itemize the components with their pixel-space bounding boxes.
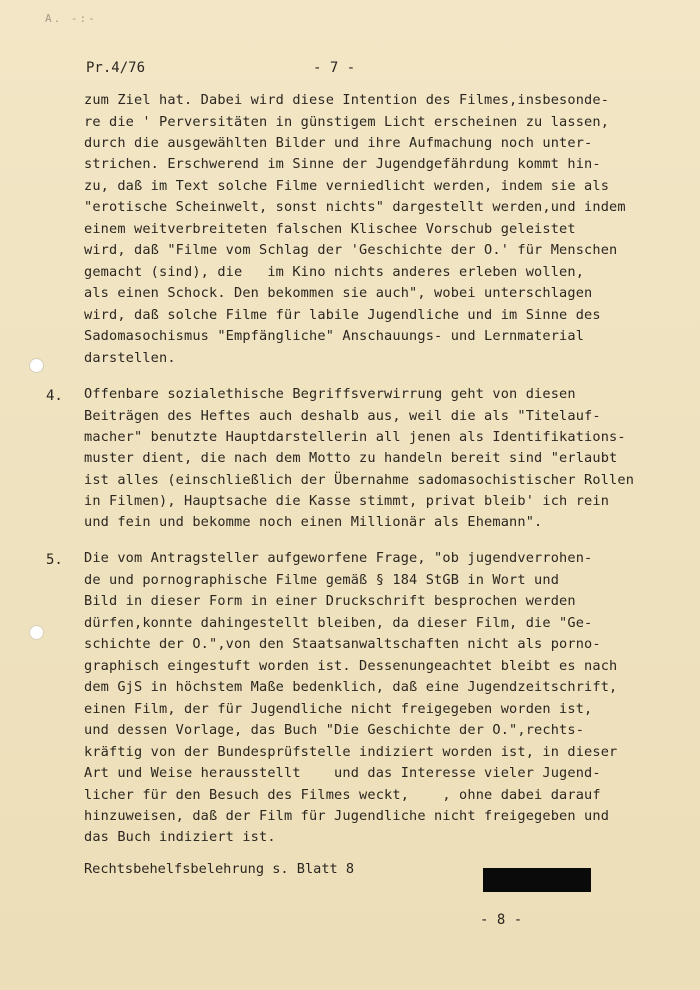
text-line: de und pornographische Filme gemäß § 184 StGB in Wort und [84,572,560,588]
text-line: zu, daß im Text solche Filme verniedlicht werden, indem sie als [84,178,610,194]
text-line: dürfen,konnte dahingestellt bleiben, da dieser Film, die "Ge- [84,615,593,631]
rechtsbehelf-note: Rechtsbehelfsbelehrung s. Blatt 8 [84,861,355,877]
text-line: macher" benutzte Hauptdarstellerin all jenen als Identifikations- [84,429,626,445]
page-number: - 7 - [313,60,356,76]
punch-hole [29,625,44,640]
text-line: als einen Schock. Den bekommen sie auch", wobei unterschlagen [84,285,593,301]
text-line: Art und Weise herausstellt und das Interesse vieler Jugend- [84,765,601,781]
file-reference: Pr.4/76 [86,60,146,76]
text-line: schichte der O.",von den Staatsanwaltschaften nicht als porno- [84,636,601,652]
text-line: Sadomasochismus "Empfängliche" Anschauungs- und Lernmaterial [84,328,585,344]
text-line: und dessen Vorlage, das Buch "Die Geschichte der O.",rechts- [84,722,585,738]
text-line: "erotische Scheinwelt, sonst nichts" dargestellt werden,und indem [84,199,626,215]
text-line: wird, daß "Filme vom Schlag der 'Geschichte der O.' für Menschen [84,242,618,258]
text-line: zum Ziel hat. Dabei wird diese Intention des Filmes,insbesonde- [84,92,610,108]
text-line: graphisch eingestuft worden ist. Dessenungeachtet bleibt es nach [84,658,618,674]
text-line: muster dient, die nach dem Motto zu handeln bereit sind "erlaubt [84,450,618,466]
text-line: Bild in dieser Form in einer Druckschrift besprochen werden [84,593,576,609]
text-line: das Buch indiziert ist. [84,829,276,845]
next-page-marker: - 8 - [480,912,523,928]
text-line: licher für den Besuch des Filmes weckt, , ohne dabei darauf [84,787,601,803]
text-line: wird, daß solche Filme für labile Jugendliche und im Sinne des [84,307,601,323]
text-line: hinzuweisen, daß der Film für Jugendliche nicht freigegeben und [84,808,610,824]
text-line: Offenbare sozialethische Begriffsverwirrung geht von diesen [84,386,576,402]
redaction-box [483,868,591,892]
text-line: einem weitverbreiteten falschen Klischee Vorschub geleistet [84,221,576,237]
text-line: in Filmen), Hauptsache die Kasse stimmt, privat bleib' ich rein [84,493,610,509]
text-line: re die ' Perversitäten in günstigem Licht erscheinen zu lassen, [84,114,610,130]
punch-hole [29,358,44,373]
text-line: dem GjS in höchstem Maße bedenklich, daß eine Jugendzeitschrift, [84,679,618,695]
text-line: Die vom Antragsteller aufgeworfene Frage, "ob jugendverrohen- [84,550,593,566]
text-line: einen Film, der für Jugendliche nicht freigegeben worden ist, [84,701,593,717]
text-line: strichen. Erschwerend im Sinne der Jugendgefährdung kommt hin- [84,156,601,172]
text-line: durch die ausgewählten Bilder und ihre Aufmachung noch unter- [84,135,593,151]
text-line: und fein und bekomme noch einen Millionär als Ehemann". [84,514,543,530]
item-number: 4. [46,388,63,404]
margin-scribble: A. -:- [45,12,97,25]
text-line: gemacht (sind), die im Kino nichts anderes erleben wollen, [84,264,585,280]
text-line: Beiträgen des Heftes auch deshalb aus, weil die als "Titelauf- [84,408,601,424]
text-line: darstellen. [84,350,176,366]
text-line: kräftig von der Bundesprüfstelle indiziert worden ist, in dieser [84,744,618,760]
item-number: 5. [46,552,63,568]
text-line: ist alles (einschließlich der Übernahme sadomasochistischer Rollen [84,472,635,488]
